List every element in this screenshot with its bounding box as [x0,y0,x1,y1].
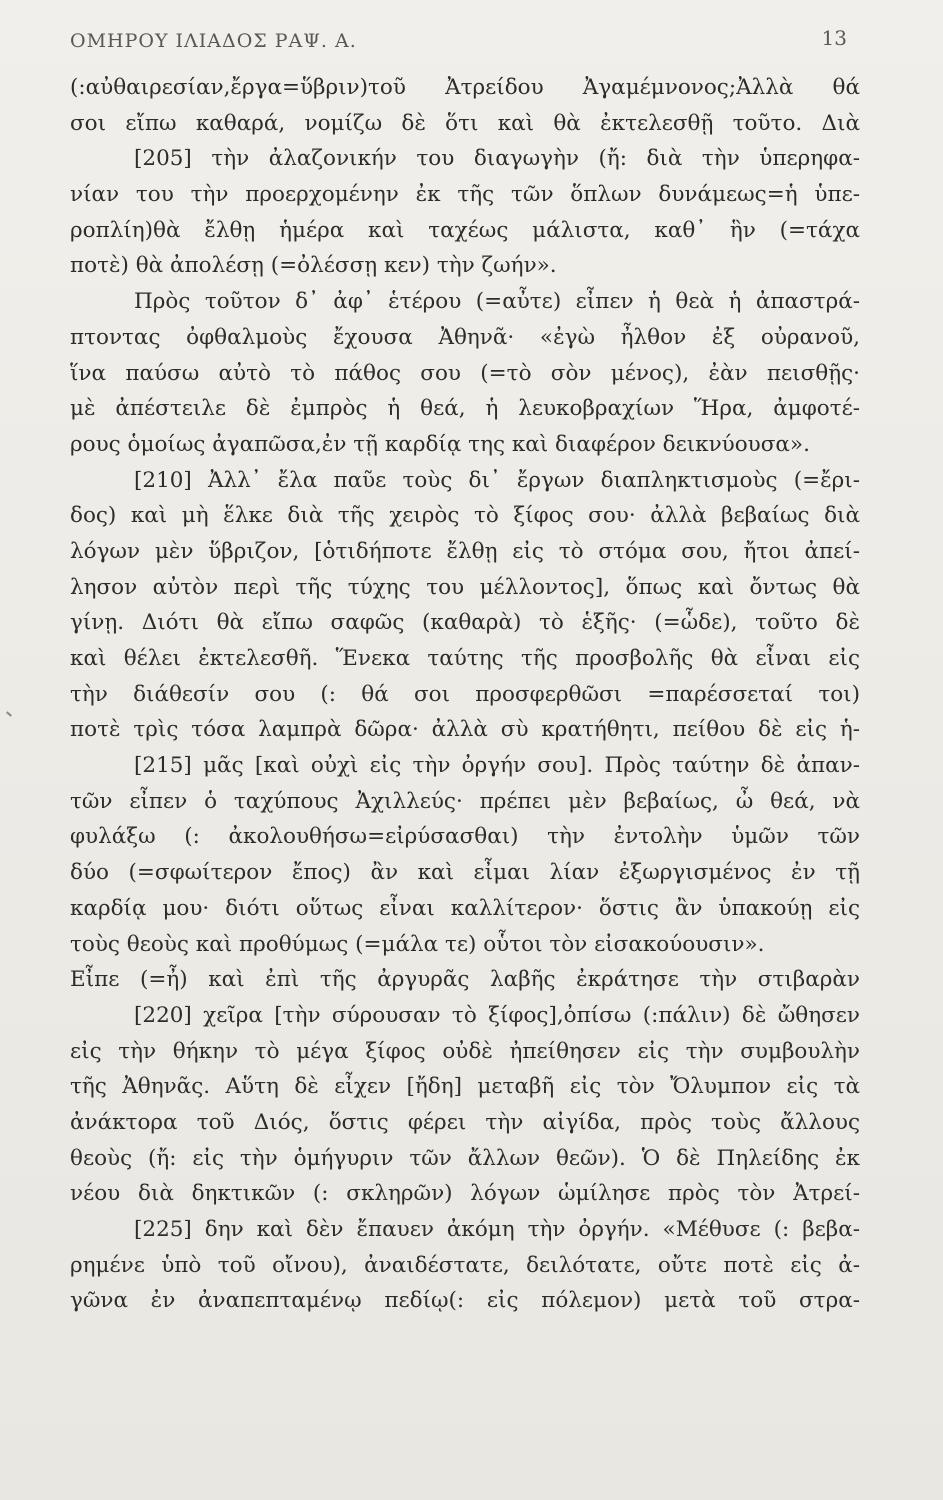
text-line: τῶν εἶπεν ὁ ταχύπους Ἀχιλλεύς· πρέπει μὲν βεβαίως, ὦ θεά, νὰ [70,788,860,814]
text-line: [210] Ἀλλ᾽ ἔλα παῦε τοὺς δι᾽ ἔργων διαπληκτισμοὺς (=ἔρι- [134,467,860,493]
text-line: γῶνα ἐν ἀναπεπταμένῳ πεδίῳ(: εἰς πόλεμον) μετὰ τοῦ στρα- [70,1288,860,1314]
text-line: τοὺς θεοὺς καὶ προθύμως (=μάλα τε) οὗτοι τὸν εἰσακούουσιν». [70,931,765,957]
text-line: δύο (=σφωίτερον ἔπος) ἂν καὶ εἶμαι λίαν ἐξωργισμένος ἐν τῇ [70,860,860,886]
text-line: ροπλίη)θὰ ἔλθῃ ἡμέρα καὶ ταχέως μάλιστα, καθ᾽ ἣν (=τάχα [70,217,860,243]
text-line: νέου διὰ δηκτικῶν (: σκληρῶν) λόγων ὡμίλησε πρὸς τὸν Ἀτρεί- [70,1181,860,1207]
text-line: δος) καὶ μὴ ἕλκε διὰ τῆς χειρὸς τὸ ξίφος σου· ἀλλὰ βεβαίως διὰ [70,503,860,529]
text-line: λησον αὐτὸν περὶ τῆς τύχης του μέλλοντος], ὅπως καὶ ὄντως θὰ [70,574,860,600]
text-line: ἀνάκτορα τοῦ Διός, ὅστις φέρει τὴν αἰγίδα, πρὸς τοὺς ἄλλους [70,1109,860,1135]
text-line: ποτὲ τρὶς τόσα λαμπρὰ δῶρα· ἀλλὰ σὺ κρατήθητι, πείθου δὲ εἰς ἡ- [70,717,860,743]
text-line: σοι εἴπω καθαρά, νομίζω δὲ ὅτι καὶ θὰ ἐκτελεσθῇ τοῦτο. Διὰ [70,110,860,136]
text-line: [215] μᾶς [καὶ οὐχὶ εἰς τὴν ὀργήν σου]. Πρὸς ταύτην δὲ ἀπαν- [134,753,860,779]
text-line: [220] χεῖρα [τὴν σύρουσαν τὸ ξίφος],ὀπίσω (:πάλιν) δὲ ὤθησεν [134,1002,860,1028]
text-line: (:αὐθαιρεσίαν,ἔργα=ὕβριν)τοῦ Ἀτρείδου Ἀγαμέμνονος;Ἀλλὰ θά [70,75,860,100]
text-line: ποτὲ) θὰ ἀπολέσῃ (=ὀλέσσῃ κεν) τὴν ζωήν». [70,253,557,279]
text-line: νίαν του τὴν προερχομένην ἐκ τῆς τῶν ὅπλων δυνάμεως=ἡ ὑπε- [70,182,860,208]
text-line: φυλάξω (: ἀκολουθήσω=εἰρύσασθαι) τὴν ἐντολὴν ὑμῶν τῶν [70,824,860,850]
page-body [70,70,860,1319]
text-line: καρδίᾳ μου· διότι οὕτως εἶναι καλλίτερον· ὅστις ἂν ὑπακούῃ εἰς [70,895,860,921]
text-line: θεοὺς (ἤ: εἰς τὴν ὁμήγυριν τῶν ἄλλων θεῶν). Ὁ δὲ Πηλείδης ἐκ [70,1145,860,1171]
text-line: πτοντας ὀφθαλμοὺς ἔχουσα Ἀθηνᾶ· «ἐγὼ ἦλθον ἐξ οὐρανοῦ, [70,324,860,350]
text-line: ἵνα παύσω αὐτὸ τὸ πάθος σου (=τὸ σὸν μένος), ἐὰν πεισθῇς· [70,360,860,386]
text-line: εἰς τὴν θήκην τὸ μέγα ξίφος οὐδὲ ἠπείθησεν εἰς τὴν συμβουλὴν [70,1038,860,1064]
text-line: τῆς Ἀθηνᾶς. Αὕτη δὲ εἶχεν [ἤδη] μεταβῆ εἰς τὸν Ὄλυμπον εἰς τὰ [70,1074,860,1100]
text-line: γίνῃ. Διότι θὰ εἴπω σαφῶς (καθαρὰ) τὸ ἑξῆς· (=ὧδε), τοῦτο δὲ [70,610,860,636]
text-line: μὲ ἀπέστειλε δὲ ἐμπρὸς ἡ θεά, ἡ λευκοβραχίων Ἥρα, ἀμφοτέ- [70,396,860,422]
text-line: τὴν διάθεσίν σου (: θά σοι προσφερθῶσι =παρέσσεταί τοι) [70,681,860,707]
text-line: [225] δην καὶ δὲν ἔπαυεν ἀκόμη τὴν ὀργήν. «Μέθυσε (: βεβα- [134,1217,860,1242]
page-number: 13 [821,26,847,50]
running-head: ΟΜΗΡΟΥ ΙΛΙΑΔΟΣ ΡΑΨ. Α. [70,30,357,52]
text-line: καὶ θέλει ἐκτελεσθῆ. Ἕνεκα ταύτης τῆς προσβολῆς θὰ εἶναι εἰς [70,646,860,671]
margin-mark [6,711,12,716]
text-line: Πρὸς τοῦτον δ᾽ ἀφ᾽ ἑτέρου (=αὖτε) εἶπεν ἡ θεὰ ἡ ἀπαστρά- [134,289,860,315]
text-line: [205] τὴν ἀλαζονικήν του διαγωγὴν (ἤ: διὰ τὴν ὑπερηφα- [134,146,860,172]
text-line: Εἶπε (=ἦ) καὶ ἐπὶ τῆς ἀργυρᾶς λαβῆς ἐκράτησε τὴν στιβαρὰν [70,967,860,993]
text-line: ρημένε ὑπὸ τοῦ οἴνου), ἀναιδέστατε, δειλότατε, οὔτε ποτὲ εἰς ἀ- [70,1252,860,1278]
text-line: ρους ὁμοίως ἀγαπῶσα,ἐν τῇ καρδίᾳ της καὶ διαφέρον δεικνύουσα». [70,431,810,457]
text-line: λόγων μὲν ὕβριζον, [ὁτιδήποτε ἔλθῃ εἰς τὸ στόμα σου, ἤτοι ἀπεί- [70,538,860,564]
